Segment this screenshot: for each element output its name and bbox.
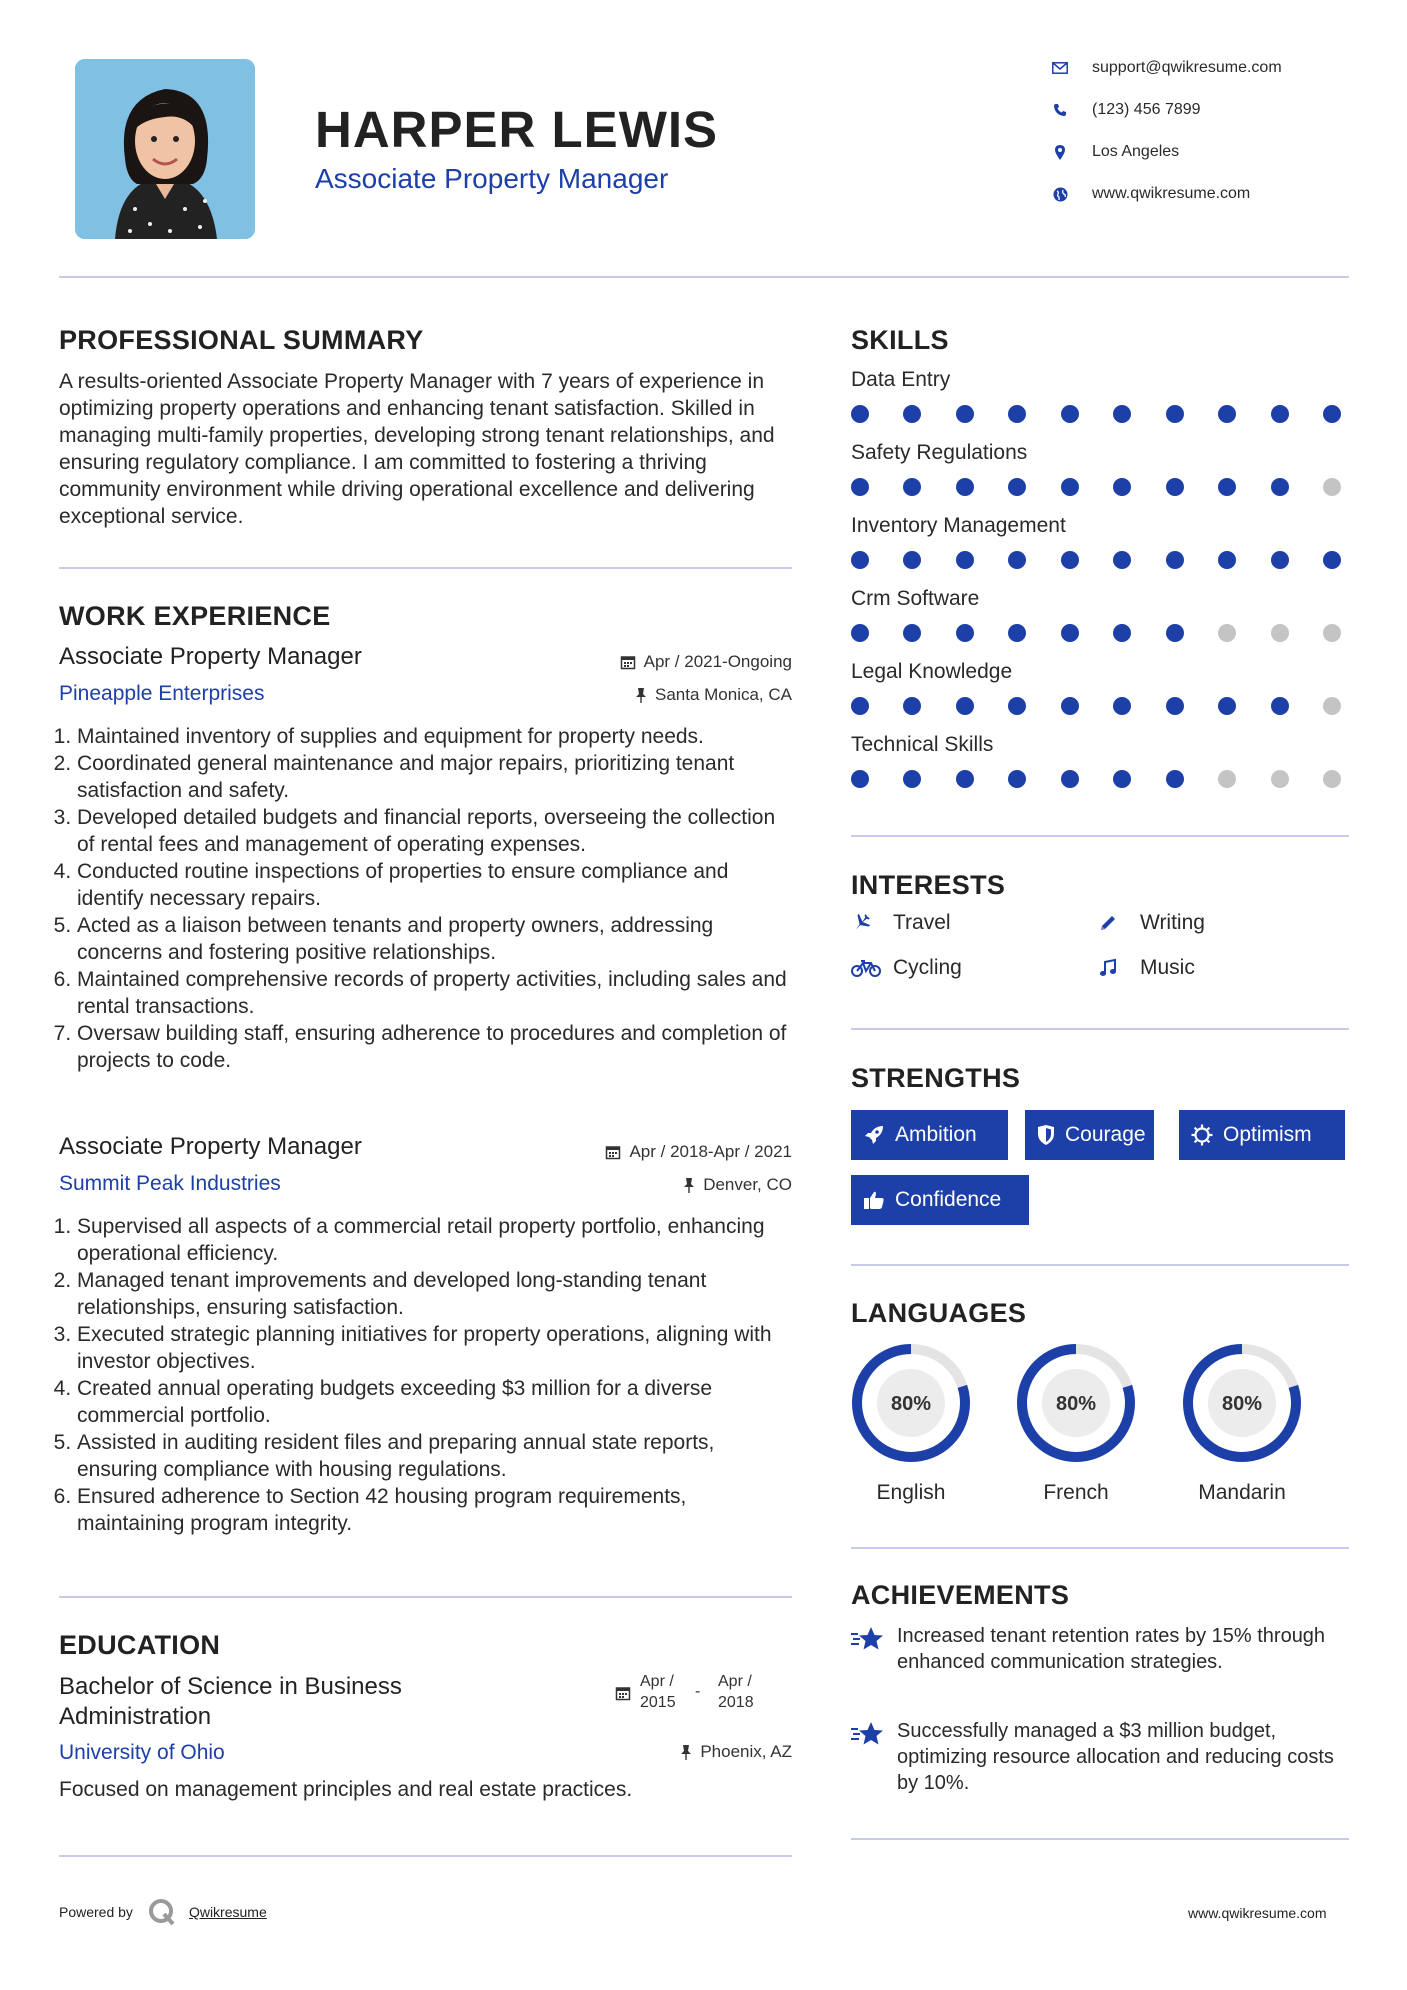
language-english bbox=[846, 1338, 976, 1505]
footer-powered-by bbox=[59, 1897, 267, 1927]
edu-end-year: 2018 bbox=[718, 1694, 754, 1711]
job-dates-text: Apr / 2021-Ongoing bbox=[643, 652, 792, 671]
strength-badge-courage bbox=[1025, 1110, 1154, 1160]
duty-item: 4. Created annual operating budgets exceeding $3 million for a diverse commercial portfolio. bbox=[77, 1375, 795, 1429]
skill-dot-filled bbox=[1113, 697, 1131, 715]
duty-item: 2. Coordinated general maintenance and major repairs, prioritizing tenant satisfaction and safety. bbox=[77, 750, 795, 804]
skill-dot-empty bbox=[1218, 770, 1236, 788]
skills-divider bbox=[851, 835, 1349, 837]
interests-divider bbox=[851, 1028, 1349, 1030]
education-heading: EDUCATION bbox=[59, 1630, 221, 1660]
job-duties-list bbox=[55, 1213, 795, 1537]
contact-website[interactable] bbox=[1050, 184, 1370, 204]
skill-dot-filled bbox=[1166, 697, 1184, 715]
job-dates bbox=[492, 1142, 792, 1162]
interest-label: Writing bbox=[1140, 911, 1205, 934]
phone-text: (123) 456 7899 bbox=[1092, 101, 1201, 118]
plane-icon bbox=[851, 913, 881, 933]
achievement-text: Increased tenant retention rates by 15% through enhanced communication strategies. bbox=[897, 1625, 1326, 1673]
candidate-name: HARPER LEWIS bbox=[315, 101, 719, 158]
strength-label: Courage bbox=[1065, 1123, 1146, 1146]
skill-dot-filled bbox=[1271, 697, 1289, 715]
website-text: www.qwikresume.com bbox=[1092, 185, 1251, 202]
star-icon bbox=[851, 1625, 887, 1675]
skill-dot-empty bbox=[1323, 697, 1341, 715]
skill-rating bbox=[851, 697, 1341, 715]
interest-writing bbox=[1098, 911, 1205, 935]
skill-dot-filled bbox=[1218, 697, 1236, 715]
skill-dot-filled bbox=[1218, 478, 1236, 496]
duty-item: 3. Developed detailed budgets and financial reports, overseeing the collection of rental fees and management of operating expenses. bbox=[77, 804, 795, 858]
envelope-icon bbox=[1050, 58, 1070, 78]
experience-divider bbox=[59, 1596, 792, 1598]
skill-dot-filled bbox=[903, 478, 921, 496]
skill-rating bbox=[851, 478, 1341, 496]
summary-divider bbox=[59, 567, 792, 569]
language-name: English bbox=[876, 1481, 946, 1504]
skill-dot-filled bbox=[1008, 478, 1026, 496]
contact-location bbox=[1050, 142, 1370, 162]
strength-label: Ambition bbox=[895, 1123, 977, 1146]
job-duties-list bbox=[55, 723, 795, 1074]
skill-dot-filled bbox=[1008, 551, 1026, 569]
skill-dot-filled bbox=[1113, 551, 1131, 569]
skill-dot-filled bbox=[1113, 624, 1131, 642]
skill-dot-filled bbox=[903, 405, 921, 423]
school-name: University of Ohio bbox=[59, 1741, 225, 1764]
skill-dot-filled bbox=[1271, 478, 1289, 496]
skill-dot-filled bbox=[903, 697, 921, 715]
skill-dot-filled bbox=[1166, 770, 1184, 788]
skill-dot-filled bbox=[851, 405, 869, 423]
job-location bbox=[492, 685, 792, 705]
sun-icon bbox=[1191, 1124, 1213, 1146]
job-title: Associate Property Manager bbox=[59, 1133, 362, 1160]
skill-dot-filled bbox=[851, 478, 869, 496]
music-icon bbox=[1098, 958, 1128, 978]
skill-name: Inventory Management bbox=[851, 514, 1066, 537]
language-mandarin bbox=[1177, 1338, 1307, 1505]
skill-dot-filled bbox=[1008, 405, 1026, 423]
profile-photo bbox=[75, 59, 255, 239]
interest-label: Music bbox=[1140, 956, 1195, 979]
footer-website[interactable]: www.qwikresume.com bbox=[1188, 1905, 1327, 1921]
header-divider bbox=[59, 276, 1349, 278]
job-location-text: Denver, CO bbox=[703, 1175, 792, 1194]
skills-heading: SKILLS bbox=[851, 325, 949, 355]
thumbs-up-icon bbox=[863, 1190, 885, 1210]
pushpin-icon bbox=[683, 1177, 695, 1193]
skill-dot-filled bbox=[1061, 478, 1079, 496]
languages-divider bbox=[851, 1547, 1349, 1549]
job-title: Associate Property Manager bbox=[59, 643, 362, 670]
calendar-icon bbox=[605, 1144, 621, 1160]
skill-dot-filled bbox=[1113, 478, 1131, 496]
star-icon bbox=[851, 1720, 887, 1796]
skill-dot-filled bbox=[851, 551, 869, 569]
duty-item: 1. Supervised all aspects of a commercial retail property portfolio, enhancing operational efficiency. bbox=[77, 1213, 795, 1267]
education-dates bbox=[615, 1673, 795, 1715]
edu-end-month: Apr / bbox=[718, 1673, 752, 1690]
education-divider bbox=[59, 1855, 792, 1857]
edu-start-year: 2015 bbox=[640, 1694, 676, 1711]
skill-name: Data Entry bbox=[851, 368, 951, 391]
skill-dot-empty bbox=[1271, 770, 1289, 788]
skill-dot-filled bbox=[1008, 697, 1026, 715]
skill-dot-empty bbox=[1323, 770, 1341, 788]
skill-dot-filled bbox=[956, 478, 974, 496]
duty-item: 3. Executed strategic planning initiatives for property operations, aligning with investor objectives. bbox=[77, 1321, 795, 1375]
skill-dot-filled bbox=[956, 624, 974, 642]
duty-item: 1. Maintained inventory of supplies and equipment for property needs. bbox=[77, 723, 795, 750]
strength-badge-optimism bbox=[1179, 1110, 1345, 1160]
globe-icon bbox=[1050, 184, 1070, 204]
achievement-text: Successfully managed a $3 million budget, optimizing resource allocation and reducing costs by 10%. bbox=[897, 1720, 1334, 1794]
interest-label: Travel bbox=[893, 911, 951, 934]
achievements-divider bbox=[851, 1838, 1349, 1840]
summary-heading: PROFESSIONAL SUMMARY bbox=[59, 325, 424, 355]
skill-dot-filled bbox=[851, 697, 869, 715]
skill-dot-filled bbox=[1061, 697, 1079, 715]
skill-dot-filled bbox=[956, 405, 974, 423]
skill-dot-filled bbox=[1061, 770, 1079, 788]
duty-item: 5. Acted as a liaison between tenants and property owners, addressing concerns and fostering positive relationships. bbox=[77, 912, 795, 966]
map-pin-icon bbox=[1050, 142, 1070, 162]
skill-dot-filled bbox=[956, 697, 974, 715]
summary-text: A results-oriented Associate Property Manager with 7 years of experience in optimizing property operations and enhancing tenant satisfaction. Skilled in managing multi-family properties, developing strong tenant relationships, and ensuring regulatory compliance. I am committed to fostering a thriving community environment while driving operational excellence and delivering exceptional service. bbox=[59, 370, 775, 528]
skill-dot-filled bbox=[903, 770, 921, 788]
skill-name: Technical Skills bbox=[851, 733, 994, 756]
education-location-text: Phoenix, AZ bbox=[700, 1742, 792, 1761]
skill-rating bbox=[851, 624, 1341, 642]
skill-dot-empty bbox=[1323, 624, 1341, 642]
skill-name: Safety Regulations bbox=[851, 441, 1028, 464]
bicycle-icon bbox=[851, 958, 881, 978]
interests-heading: INTERESTS bbox=[851, 870, 1006, 900]
skill-rating bbox=[851, 405, 1341, 423]
job-location bbox=[492, 1175, 792, 1195]
skill-dot-filled bbox=[956, 551, 974, 569]
skill-dot-filled bbox=[851, 770, 869, 788]
date-separator: - bbox=[695, 1683, 701, 1700]
skill-dot-filled bbox=[903, 551, 921, 569]
strengths-divider bbox=[851, 1264, 1349, 1266]
pushpin-icon bbox=[680, 1744, 692, 1760]
skill-dot-filled bbox=[1323, 551, 1341, 569]
duty-item: 7. Oversaw building staff, ensuring adherence to procedures and completion of projects to code. bbox=[77, 1020, 795, 1074]
contact-email[interactable] bbox=[1050, 58, 1370, 78]
rocket-icon bbox=[863, 1124, 885, 1146]
skill-dot-filled bbox=[1061, 551, 1079, 569]
skill-dot-filled bbox=[1166, 551, 1184, 569]
skill-dot-filled bbox=[1323, 405, 1341, 423]
skill-name: Legal Knowledge bbox=[851, 660, 1013, 683]
skill-dot-filled bbox=[1166, 624, 1184, 642]
shield-icon bbox=[1037, 1124, 1055, 1146]
strength-label: Confidence bbox=[895, 1188, 1002, 1211]
pencil-icon bbox=[1098, 913, 1128, 933]
achievement-item bbox=[851, 1718, 1351, 1796]
language-name: French bbox=[1043, 1481, 1109, 1504]
languages-heading: LANGUAGES bbox=[851, 1298, 1027, 1328]
skill-dot-empty bbox=[1271, 624, 1289, 642]
duty-item: 5. Assisted in auditing resident files and preparing annual state reports, ensuring compliance with housing regulations. bbox=[77, 1429, 795, 1483]
skill-dot-filled bbox=[1061, 405, 1079, 423]
interest-music bbox=[1098, 956, 1195, 980]
job-company: Pineapple Enterprises bbox=[59, 682, 265, 705]
strength-badge-ambition bbox=[851, 1110, 1008, 1160]
calendar-icon bbox=[615, 1685, 631, 1701]
powered-by-text: Powered by bbox=[59, 1904, 133, 1920]
language-progress-ring bbox=[846, 1338, 976, 1468]
skill-dot-filled bbox=[1166, 405, 1184, 423]
qwikresume-logo-icon bbox=[147, 1897, 177, 1927]
degree-line2: Administration bbox=[59, 1703, 212, 1730]
skill-name: Crm Software bbox=[851, 587, 980, 610]
duty-item: 2. Managed tenant improvements and developed long-standing tenant relationships, ensuring satisfaction. bbox=[77, 1267, 795, 1321]
language-percent: 80% bbox=[1055, 1393, 1097, 1415]
skill-rating bbox=[851, 551, 1341, 569]
location-text: Los Angeles bbox=[1092, 143, 1180, 160]
skill-dot-filled bbox=[1271, 405, 1289, 423]
skill-dot-filled bbox=[1166, 478, 1184, 496]
duty-item: 6. Maintained comprehensive records of property activities, including sales and rental transactions. bbox=[77, 966, 795, 1020]
phone-icon bbox=[1050, 100, 1070, 120]
job-dates-text: Apr / 2018-Apr / 2021 bbox=[629, 1142, 792, 1161]
skill-dot-empty bbox=[1323, 478, 1341, 496]
skill-dot-filled bbox=[1008, 770, 1026, 788]
language-french bbox=[1011, 1338, 1141, 1505]
achievements-heading: ACHIEVEMENTS bbox=[851, 1580, 1070, 1610]
duty-item: 6. Ensured adherence to Section 42 housing program requirements, maintaining program integrity. bbox=[77, 1483, 795, 1537]
email-text: support@qwikresume.com bbox=[1092, 59, 1282, 76]
job-company: Summit Peak Industries bbox=[59, 1172, 281, 1195]
education-location bbox=[492, 1742, 792, 1762]
language-name: Mandarin bbox=[1198, 1481, 1286, 1504]
skill-dot-filled bbox=[903, 624, 921, 642]
skill-dot-filled bbox=[851, 624, 869, 642]
job-location-text: Santa Monica, CA bbox=[654, 685, 792, 704]
education-description: Focused on management principles and real estate practices. bbox=[59, 1778, 633, 1801]
interest-cycling bbox=[851, 956, 962, 980]
candidate-title: Associate Property Manager bbox=[315, 163, 669, 194]
calendar-icon bbox=[620, 654, 636, 670]
skill-dot-filled bbox=[1271, 551, 1289, 569]
skill-dot-filled bbox=[1008, 624, 1026, 642]
skill-dot-filled bbox=[1218, 551, 1236, 569]
skill-dot-filled bbox=[956, 770, 974, 788]
strengths-heading: STRENGTHS bbox=[851, 1063, 1021, 1093]
strength-label: Optimism bbox=[1223, 1123, 1312, 1146]
strength-badge-confidence bbox=[851, 1175, 1029, 1225]
language-percent: 80% bbox=[1221, 1393, 1263, 1415]
skill-dot-filled bbox=[1218, 405, 1236, 423]
interest-travel bbox=[851, 911, 951, 935]
skill-rating bbox=[851, 770, 1341, 788]
skill-dot-empty bbox=[1218, 624, 1236, 642]
achievement-item bbox=[851, 1623, 1351, 1675]
qwikresume-link[interactable]: Qwikresume bbox=[188, 1904, 267, 1920]
interest-label: Cycling bbox=[893, 956, 962, 979]
skill-dot-filled bbox=[1113, 770, 1131, 788]
experience-heading: WORK EXPERIENCE bbox=[59, 601, 331, 631]
skill-dot-filled bbox=[1113, 405, 1131, 423]
edu-start-month: Apr / bbox=[640, 1673, 674, 1690]
skill-dot-filled bbox=[1061, 624, 1079, 642]
pushpin-icon bbox=[635, 687, 647, 703]
degree-line1: Bachelor of Science in Business bbox=[59, 1673, 402, 1700]
language-progress-ring bbox=[1011, 1338, 1141, 1468]
duty-item: 4. Conducted routine inspections of properties to ensure compliance and identify necessary repairs. bbox=[77, 858, 795, 912]
language-progress-ring bbox=[1177, 1338, 1307, 1468]
job-dates bbox=[492, 652, 792, 672]
contact-phone[interactable] bbox=[1050, 100, 1370, 120]
language-percent: 80% bbox=[890, 1393, 932, 1415]
